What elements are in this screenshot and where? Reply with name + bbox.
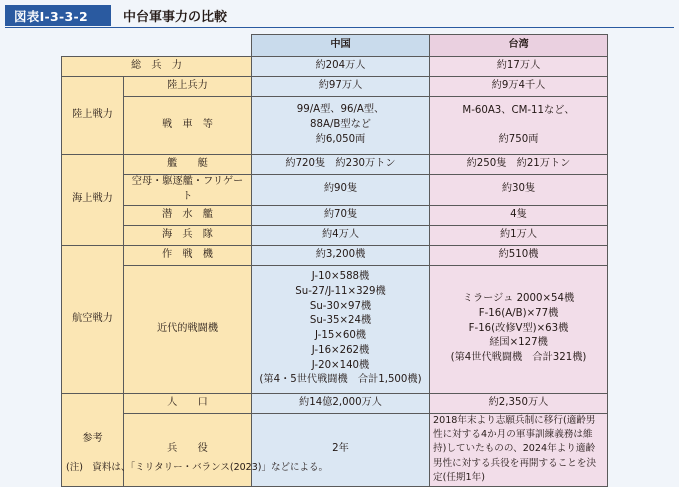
- marines-china: 約4万人: [252, 225, 430, 245]
- fighters-china: [252, 265, 430, 393]
- header-rule: [5, 27, 674, 28]
- fighter-china-line: (第4・5世代戦闘機 合計1,500機): [259, 374, 422, 386]
- aircraft-taiwan: 約510機: [430, 245, 608, 265]
- submarines-taiwan: 4隻: [430, 205, 608, 225]
- population-china: 約14億2,000万人: [252, 393, 430, 413]
- fighter-china-line: Su-27/J-11×329機: [295, 285, 386, 297]
- tanks-taiwan-line: [433, 119, 604, 133]
- ground-troops-label: 陸上兵力: [124, 77, 252, 97]
- tanks-taiwan-line: 約750両: [498, 133, 539, 145]
- fighter-china-line: J-20×140機: [311, 359, 370, 371]
- fighters-row: [62, 265, 608, 393]
- source-note: (注) 資料は、「ミリタリー・バランス(2023)」などによる。: [66, 462, 328, 473]
- aircraft-china: 約3,200機: [252, 245, 430, 265]
- fighters-taiwan: [430, 265, 608, 393]
- ground-category: 陸上戦力: [62, 77, 124, 155]
- population-row: [62, 393, 608, 413]
- figure-label: 図表Ⅰ-3-3-2: [5, 5, 111, 26]
- population-label: 人 口: [124, 393, 252, 413]
- vessels-row: [62, 155, 608, 175]
- carriers-taiwan: 約30隻: [430, 175, 608, 206]
- total-label: 総 兵 力: [62, 57, 252, 77]
- service-label: 兵 役: [124, 413, 252, 486]
- tanks-label: 戦 車 等: [124, 97, 252, 155]
- naval-category: 海上戦力: [62, 155, 124, 246]
- fighter-china-line: J-16×262機: [311, 344, 370, 356]
- ground-troops-china: 約97万人: [252, 77, 430, 97]
- tanks-china-line: 約6,050両: [315, 133, 366, 145]
- carriers-row: [62, 175, 608, 206]
- china-header: 中国: [252, 35, 430, 57]
- figure-header: [0, 0, 679, 30]
- fighter-china-line: Su-30×97機: [309, 300, 372, 312]
- ground-troops-row: [62, 77, 608, 97]
- tanks-taiwan: [430, 97, 608, 155]
- fighter-taiwan-line: F-16(改修V型)×63機: [468, 322, 569, 334]
- tanks-china: [252, 97, 430, 155]
- reference-category: 参考: [62, 393, 124, 486]
- tanks-china-line: 88A/B型など: [310, 119, 371, 131]
- population-taiwan: 約2,350万人: [430, 393, 608, 413]
- comparison-table: [61, 34, 608, 487]
- aircraft-label: 作 戦 機: [124, 245, 252, 265]
- fighter-china-line: J-10×588機: [311, 270, 370, 282]
- marines-row: [62, 225, 608, 245]
- tanks-row: [62, 97, 608, 155]
- air-category: 航空戦力: [62, 245, 124, 393]
- header-row: [62, 35, 608, 57]
- marines-label: 海 兵 隊: [124, 225, 252, 245]
- blank-corner-cell: [62, 35, 252, 57]
- tanks-china-line: 99/A型、96/A型、: [296, 104, 385, 116]
- fighter-taiwan-line: ミラージュ 2000×54機: [462, 293, 575, 305]
- submarines-china: 約70隻: [252, 205, 430, 225]
- taiwan-header: 台湾: [430, 35, 608, 57]
- fighter-taiwan-line: 経国×127機: [489, 337, 548, 349]
- service-taiwan: 2018年末より志願兵制に移行(適齢男性に対する4か月の軍事訓練義務は維持)していたものの、2024年より適齢男性に対する兵役を再開することを決定(任期1年): [430, 413, 608, 486]
- total-taiwan: 約17万人: [430, 57, 608, 77]
- marines-taiwan: 約1万人: [430, 225, 608, 245]
- tanks-taiwan-line: M-60A3、CM-11など、: [462, 104, 575, 116]
- service-row: [62, 413, 608, 486]
- fighter-china-line: Su-35×24機: [309, 315, 372, 327]
- vessels-label: 艦 艇: [124, 155, 252, 175]
- vessels-china: 約720隻 約230万トン: [252, 155, 430, 175]
- carriers-label: 空母・駆逐艦・フリゲート: [124, 175, 252, 206]
- figure-title: 中台軍事力の比較: [123, 10, 228, 25]
- total-row: [62, 57, 608, 77]
- service-china: 2年: [252, 413, 430, 486]
- carriers-china: 約90隻: [252, 175, 430, 206]
- ground-troops-taiwan: 約9万4千人: [430, 77, 608, 97]
- total-china: 約204万人: [252, 57, 430, 77]
- submarines-label: 潜 水 艦: [124, 205, 252, 225]
- vessels-taiwan: 約250隻 約21万トン: [430, 155, 608, 175]
- fighter-china-line: J-15×60機: [315, 330, 366, 342]
- fighter-taiwan-line: F-16(A/B)×77機: [478, 307, 559, 319]
- aircraft-row: [62, 245, 608, 265]
- fighters-label: 近代的戦闘機: [124, 265, 252, 393]
- submarines-row: [62, 205, 608, 225]
- fighter-taiwan-line: (第4世代戦闘機 合計321機): [450, 352, 587, 364]
